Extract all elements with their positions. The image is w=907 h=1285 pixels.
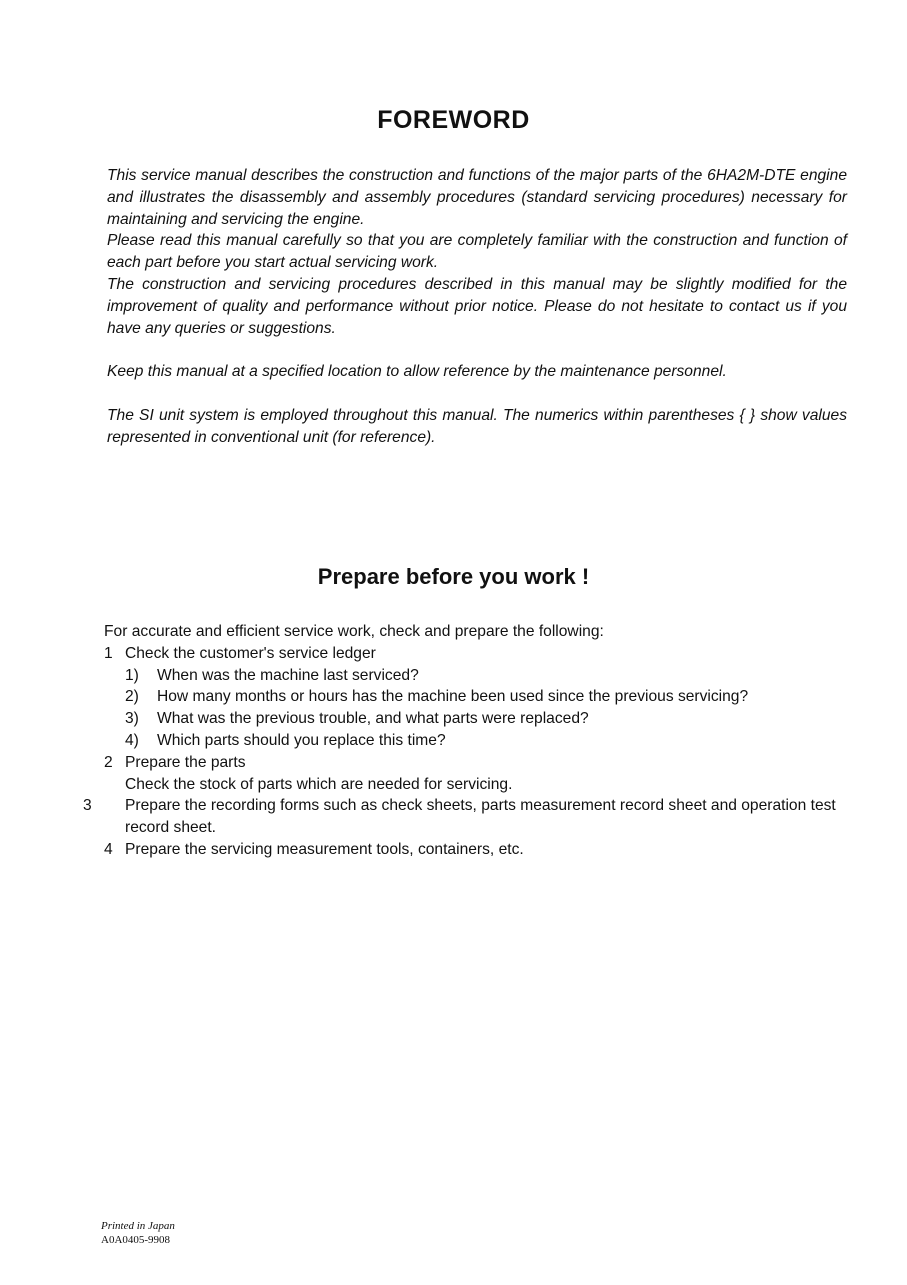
list-item-text: Prepare the servicing measurement tools, containers, etc. (125, 840, 524, 858)
sub-list-item-number: 4) (125, 731, 139, 749)
list-item-number: 1 (104, 644, 113, 662)
list-item (104, 839, 849, 861)
printed-in-label: Printed in Japan (101, 1220, 175, 1232)
sub-list-item-text: Which parts should you replace this time? (157, 731, 446, 749)
list-item-text: Prepare the recording forms such as check sheets, parts measurement record sheet and operation test record sheet. (125, 797, 836, 837)
foreword-paragraph: The SI unit system is employed throughout this manual. The numerics within parentheses { } show values represented in conventional unit (for reference). (107, 406, 847, 446)
foreword-title: FOREWORD (377, 106, 530, 134)
list-item-number: 4 (104, 840, 113, 858)
list-item (104, 752, 849, 774)
sub-list-item-text: How many months or hours has the machine been used since the previous servicing? (157, 688, 749, 706)
list-item-number: 3 (83, 797, 92, 815)
sub-list-item-text: What was the previous trouble, and what parts were replaced? (157, 710, 589, 728)
list-item-text: Check the customer's service ledger (125, 644, 376, 662)
list-item (83, 795, 849, 839)
sub-list-item (104, 686, 849, 708)
foreword-paragraph: This service manual describes the construction and functions of the major parts of the 6HA2M-DTE engine and illustrates the disassembly and assembly procedures (standard servicing procedures) necessary for maintaining and servicing the engine. (107, 167, 847, 228)
list-item-detail: Check the stock of parts which are needed for servicing. (125, 775, 513, 793)
document-code: A0A0405-9908 (101, 1234, 171, 1246)
prepare-list (83, 621, 849, 861)
foreword-paragraph: Please read this manual carefully so that you are completely familiar with the construction and function of each part before you start actual servicing work. (107, 232, 847, 272)
list-item (104, 643, 849, 665)
sub-list-item (104, 730, 849, 752)
prepare-title: Prepare before you work ! (317, 564, 590, 589)
list-item-text: Prepare the parts (125, 753, 246, 771)
list-item-number: 2 (104, 753, 113, 771)
prepare-intro: For accurate and efficient service work, check and prepare the following: (104, 623, 604, 640)
sub-list-item-number: 2) (125, 688, 139, 706)
sub-list-item-text: When was the machine last serviced? (157, 666, 419, 684)
foreword-body (107, 165, 847, 448)
sub-list-item (104, 665, 849, 687)
sub-list-item-number: 1) (125, 666, 139, 684)
footer (101, 1219, 175, 1247)
sub-list-item-number: 3) (125, 710, 139, 728)
foreword-paragraph: Keep this manual at a specified location to allow reference by the maintenance personnel. (107, 363, 727, 381)
sub-list-item (104, 708, 849, 730)
foreword-paragraph: The construction and servicing procedures described in this manual may be slightly modified for the improvement of quality and performance without prior notice. Please do not hesitate to contact us if you have any queries or suggestions. (107, 275, 847, 337)
